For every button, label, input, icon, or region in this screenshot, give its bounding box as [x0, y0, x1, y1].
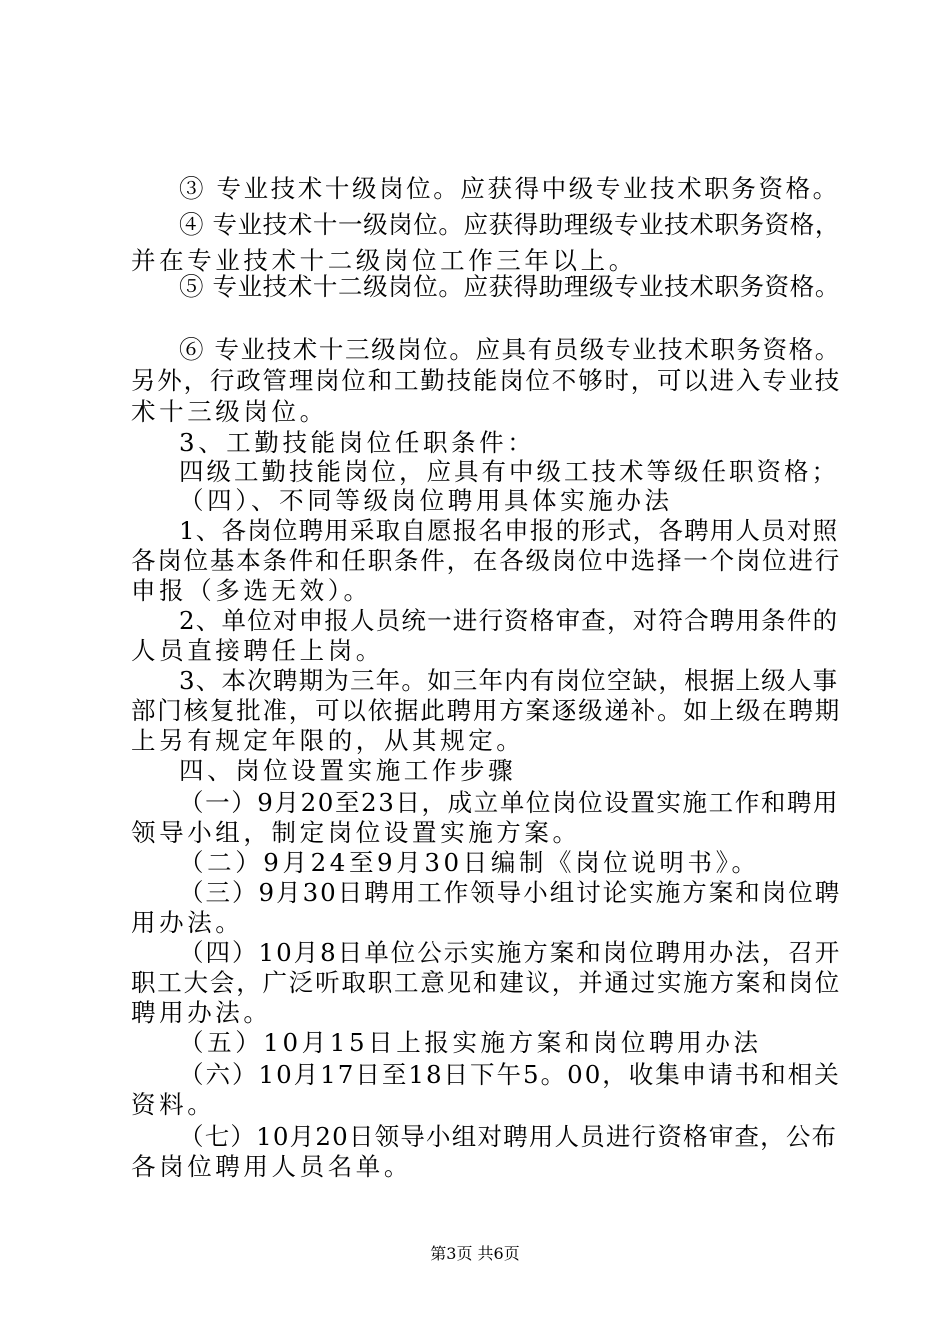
paragraph-line: （七）10月20日领导小组对聘用人员进行资格审查，公布 — [179, 1122, 838, 1151]
paragraph-line: 聘用办法。 — [131, 998, 272, 1027]
paragraph-line: （六）10月17日至18日下午5。00，收集申请书和相关 — [179, 1060, 841, 1089]
paragraph-line: 3、本次聘期为三年。如三年内有岗位空缺，根据上级人事 — [179, 666, 839, 695]
paragraph-line: 职工大会，广泛听取职工意见和建议，并通过实施方案和岗位 — [131, 968, 842, 997]
paragraph-line: 3、工勤技能岗位任职条件： — [179, 428, 536, 457]
paragraph-line: （五）10月15日上报实施方案和岗位聘用办法 — [179, 1028, 762, 1057]
page-footer: 第3页 共6页 — [430, 1244, 520, 1263]
paragraph-line: 资料。 — [131, 1090, 216, 1119]
paragraph-line: 另外，行政管理岗位和工勤技能岗位不够时，可以进入专业技 — [131, 366, 842, 395]
paragraph-line: （三）9月30日聘用工作领导小组讨论实施方案和岗位聘 — [179, 878, 842, 907]
paragraph-line: （二）9月24至9月30日编制《岗位说明书》。 — [179, 848, 760, 877]
paragraph-line: ⑥ 专业技术十三级岗位。应具有员级专业技术职务资格。 — [179, 335, 841, 364]
paragraph-line: （一）9月20至23日，成立单位岗位设置实施工作和聘用 — [179, 788, 840, 817]
paragraph-line: 术十三级岗位。 — [131, 397, 328, 426]
paragraph-line: ⑤ 专业技术十二级岗位。应获得助理级专业技术职务资格。 — [179, 272, 840, 301]
paragraph-line: 各岗位聘用人员名单。 — [131, 1152, 412, 1181]
paragraph-line: 用办法。 — [131, 908, 244, 937]
paragraph-line: 四、岗位设置实施工作步骤 — [179, 756, 517, 785]
paragraph-line: 申报（多选无效）。 — [131, 576, 372, 605]
paragraph-line: 人员直接聘任上岗。 — [131, 636, 384, 665]
paragraph-line: 四级工勤技能岗位，应具有中级工技术等级任职资格； — [179, 457, 839, 486]
paragraph-line: ③ 专业技术十级岗位。应获得中级专业技术职务资格。 — [179, 174, 840, 203]
paragraph-line: 上另有规定年限的，从其规定。 — [131, 726, 525, 755]
paragraph-line: 并在专业技术十二级岗位工作三年以上。 — [131, 246, 637, 275]
paragraph-line: 各岗位基本条件和任职条件，在各级岗位中选择一个岗位进行 — [131, 546, 842, 575]
paragraph-line: 部门核复批准，可以依据此聘用方案逐级递补。如上级在聘期 — [131, 696, 842, 725]
paragraph-line: （四）10月8日单位公示实施方案和岗位聘用办法，召开 — [179, 938, 842, 967]
paragraph-line: （四）、不同等级岗位聘用具体实施办法 — [179, 486, 673, 515]
paragraph-line: ④ 专业技术十一级岗位。应获得助理级专业技术职务资格， — [179, 210, 840, 239]
paragraph-line: 1、各岗位聘用采取自愿报名申报的形式，各聘用人员对照 — [179, 516, 839, 545]
paragraph-line: 2、单位对申报人员统一进行资格审查，对符合聘用条件的 — [179, 606, 839, 635]
paragraph-line: 领导小组，制定岗位设置实施方案。 — [131, 818, 581, 847]
